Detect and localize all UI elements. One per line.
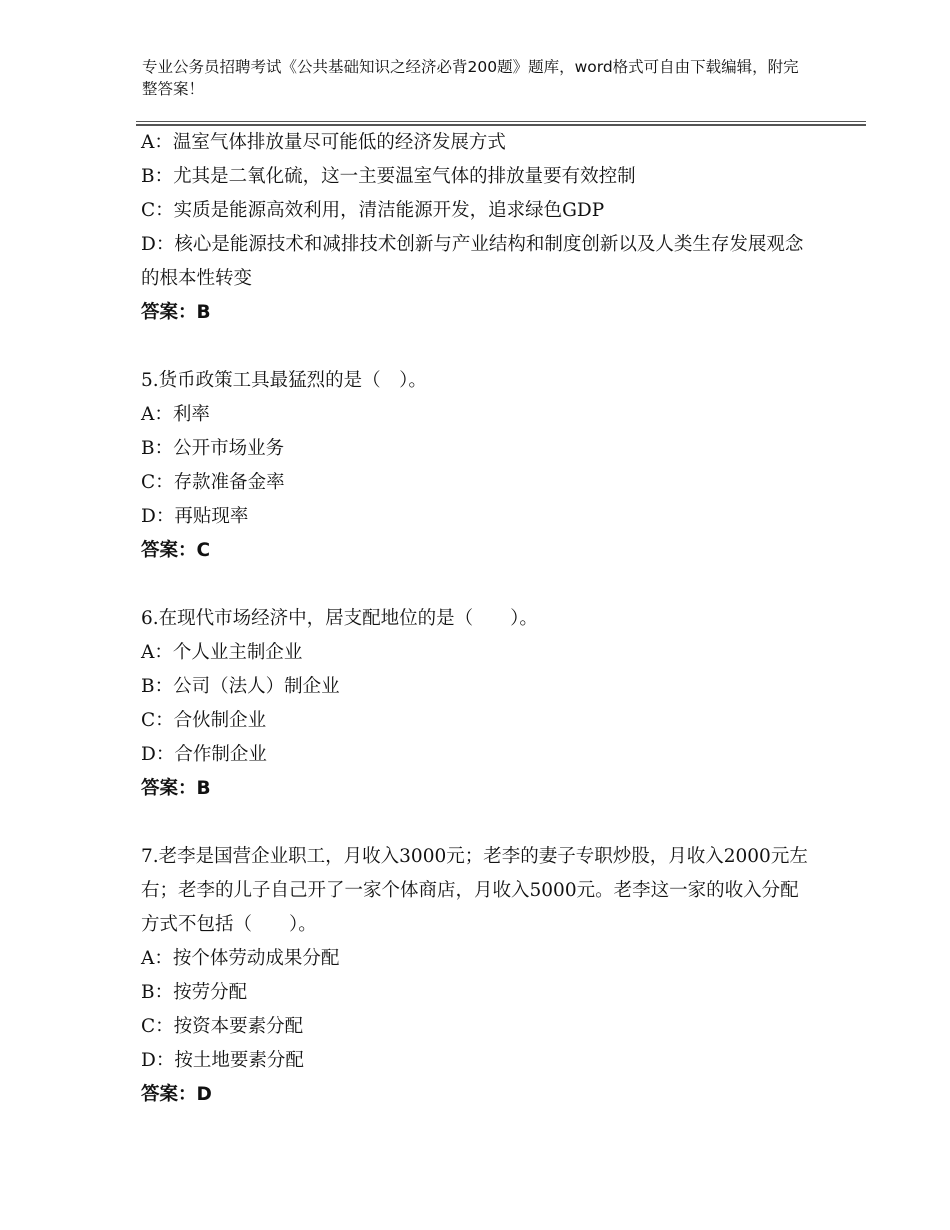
question-5-block [141,364,811,568]
option-a: A：个人业主制企业 [141,642,303,663]
answer-label: 答案：C [141,540,211,561]
question-text: 7.老李是国营企业职工，月收入3000元；老李的妻子专职炒股，月收入2000元左右；老李的儿子自己开了一家个体商店，月收入5000元。老李这一家的收入分配方式不包括（ ）。 [141,846,808,935]
option-d: D：核心是能源技术和减排技术创新与产业结构和制度创新以及人类生存发展观念的根本性转变 [141,234,804,289]
spacer [141,330,811,364]
answer-label: 答案：B [141,778,211,799]
answer-label: 答案：D [141,1084,212,1105]
option-d: D：合作制企业 [141,744,267,765]
option-d: D：再贴现率 [141,506,249,527]
spacer [141,568,811,602]
question-4-block [141,126,811,330]
option-c: C：合伙制企业 [141,710,267,731]
header-rule-thin [136,121,866,122]
option-b: B：尤其是二氧化硫，这一主要温室气体的排放量要有效控制 [141,166,636,187]
option-b: B：按劳分配 [141,982,248,1003]
option-a: A：温室气体排放量尽可能低的经济发展方式 [141,132,506,153]
question-list [141,126,811,1112]
option-c: C：存款准备金率 [141,472,285,493]
answer-label: 答案：B [141,302,211,323]
question-text: 6.在现代市场经济中，居支配地位的是（ ）。 [141,608,538,629]
option-a: A：利率 [141,404,210,425]
document-header: 专业公务员招聘考试《公共基础知识之经济必背200题》题库，word格式可自由下载编辑，附完整答案！ [142,58,799,98]
option-b: B：公开市场业务 [141,438,285,459]
question-6-block [141,602,811,806]
option-c: C：实质是能源高效利用，清洁能源开发，追求绿色GDP [141,200,605,221]
option-c: C：按资本要素分配 [141,1016,304,1037]
question-7-block [141,840,811,1112]
spacer [141,806,811,840]
option-a: A：按个体劳动成果分配 [141,948,340,969]
option-b: B：公司（法人）制企业 [141,676,340,697]
option-d: D：按土地要素分配 [141,1050,304,1071]
question-text: 5.货币政策工具最猛烈的是（ ）。 [141,370,427,391]
